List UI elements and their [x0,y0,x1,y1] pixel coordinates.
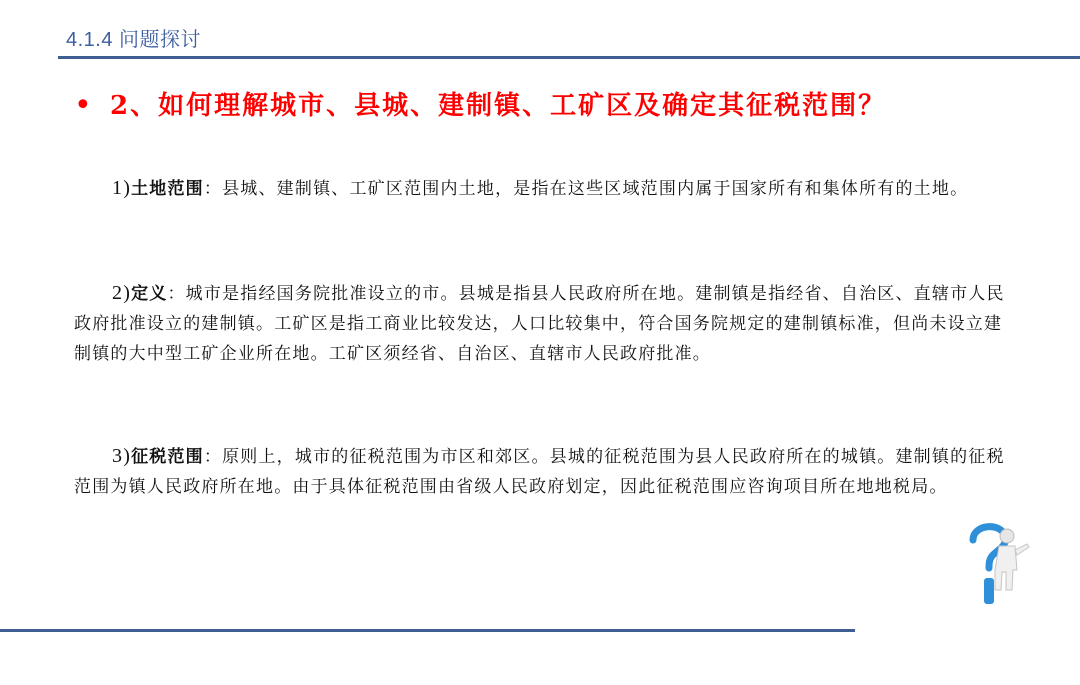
paragraph-body: 城市是指经国务院批准设立的市。县城是指县人民政府所在地。建制镇是指经省、自治区、直辖市人民政府批准设立的建制镇。工矿区是指工商业比较发达，人口比较集中，符合国务院规定的建制镇标准，但尚未设立建制镇的大中型工矿企业所在地。工矿区须经省、自治区、直辖市人民政府批准。 [74,284,1005,364]
paragraph-body: 县城、建制镇、工矿区范围内土地，是指在这些区域范围内属于国家所有和集体所有的土地。 [222,179,969,199]
paragraph-body: 原则上，城市的征税范围为市区和郊区。县城的征税范围为县人民政府所在的城镇。建制镇的征税范围为镇人民政府所在地。由于具体征税范围由省级人民政府划定，因此征税范围应咨询项目所在地地税局。 [74,447,1005,497]
paragraph-term: 定义 [131,284,168,304]
paragraph-land-scope [74,173,1009,204]
slide-heading: 2、如何理解城市、县城、建制镇、工矿区及确定其征税范围？ [110,91,887,121]
heading-bullet: • [74,88,92,123]
paragraph-definition [74,278,1009,369]
page-header-title: 4.1.4 问题探讨 [66,29,202,51]
footer-divider [0,629,855,632]
paragraph-number: 3) [112,445,132,467]
paragraph-term: 征税范围 [131,447,204,467]
header-divider [58,56,1080,59]
paragraph-tax-scope [74,441,1009,502]
question-mark-person-icon [965,518,1035,608]
paragraph-term: 土地范围 [131,179,204,199]
paragraph-separator: ： [167,284,186,304]
paragraph-number: 1) [112,177,132,199]
paragraph-separator: ： [203,179,223,199]
paragraph-separator: ： [203,447,223,467]
paragraph-number: 2) [112,282,132,304]
